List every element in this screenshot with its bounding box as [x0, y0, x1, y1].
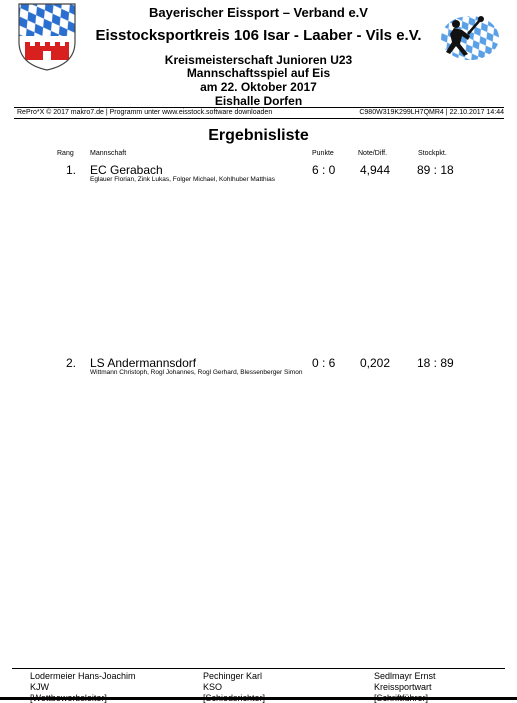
result-members: Eglauer Florian, Zink Lukas, Folger Michael, Kohlhuber Matthias — [90, 176, 275, 183]
column-header-stockpkt: Stockpkt. — [418, 150, 447, 157]
result-rank: 2. — [66, 356, 77, 370]
result-members: Wittmann Christoph, Rogl Johannes, Rogl Gerhard, Blessenberger Simon — [90, 369, 303, 376]
header-divider-bottom — [14, 118, 504, 119]
document-id: C980W319K299LH7QMR4 | 22.10.2017 14:44 — [359, 109, 504, 116]
result-note: 4,944 — [360, 163, 391, 177]
result-punkte: 6 : 0 — [312, 163, 336, 177]
result-team: LS Andermannsdorf — [90, 356, 197, 370]
header-divider-top — [14, 107, 504, 108]
result-stockpkt: 89 : 18 — [417, 163, 454, 177]
signature-name: Pechinger Karl — [203, 671, 263, 681]
result-stockpkt: 18 : 89 — [417, 356, 454, 370]
column-header-note: Note/Diff. — [358, 150, 388, 157]
event-title: Kreismeisterschaft Junioren U23 — [164, 53, 353, 67]
event-date: am 22. Oktober 2017 — [200, 80, 317, 94]
page-title: Ergebnisliste — [208, 127, 309, 144]
result-note: 0,202 — [360, 356, 391, 370]
signature-divider — [12, 668, 505, 669]
column-header-punkte: Punkte — [312, 150, 334, 157]
signature-name: Lodermeier Hans-Joachim — [30, 671, 136, 681]
federation-name: Bayerischer Eissport – Verband e.V — [149, 5, 368, 20]
signature-name: Sedlmayr Ernst — [374, 671, 436, 681]
result-rank: 1. — [66, 163, 77, 177]
signature-role: KSO — [203, 682, 223, 692]
column-header-rang: Rang — [57, 150, 74, 157]
result-team: EC Gerabach — [90, 163, 163, 177]
result-punkte: 0 : 6 — [312, 356, 336, 370]
event-venue: Eishalle Dorfen — [214, 94, 303, 108]
event-type: Mannschaftsspiel auf Eis — [186, 66, 331, 80]
signature-role: Kreissportwart — [374, 682, 432, 692]
software-info: RePro*X © 2017 makro7.de | Programm unter www.eisstock.software downloaden — [17, 109, 273, 116]
district-name: Eisstocksportkreis 106 Isar - Laaber - Vils e.V. — [95, 27, 422, 44]
column-header-mannschaft: Mannschaft — [90, 150, 127, 157]
signature-role: KJW — [30, 682, 49, 692]
